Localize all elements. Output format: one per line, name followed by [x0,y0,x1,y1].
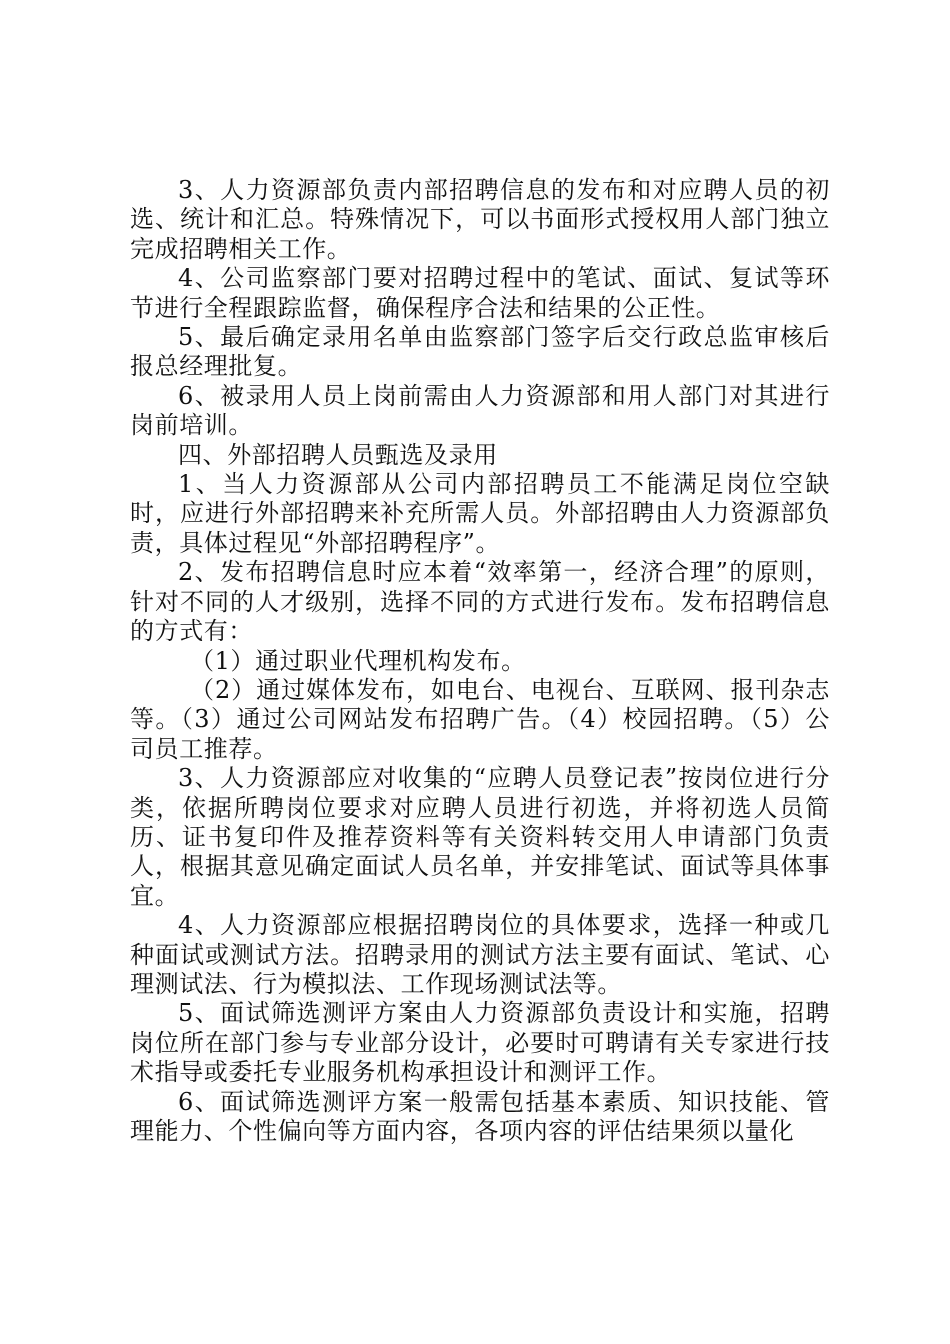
paragraph-external-item-6: 6、面试筛选测评方案一般需包括基本素质、知识技能、管理能力、个性偏向等方面内容，各项内容的评估结果须以量化 [130,1087,830,1145]
paragraph-methods-2-5: （2）通过媒体发布，如电台、电视台、互联网、报刊杂志等。（3）通过公司网站发布招聘广告。（4）校园招聘。（5）公司员工推荐。 [130,675,830,763]
paragraph-external-item-1: 1、当人力资源部从公司内部招聘员工不能满足岗位空缺时，应进行外部招聘来补充所需人员。外部招聘由人力资源部负责，具体过程见“外部招聘程序”。 [130,470,830,557]
paragraph-external-item-4: 4、人力资源部应根据招聘岗位的具体要求，选择一种或几种面试或测试方法。招聘录用的测试方法主要有面试、笔试、心理测试法、行为模拟法、工作现场测试法等。 [130,911,830,998]
paragraph-recruitment-item-6: 6、被录用人员上岗前需由人力资源部和用人部门对其进行岗前培训。 [130,381,830,440]
paragraph-recruitment-item-3: 3、人力资源部负责内部招聘信息的发布和对应聘人员的初选、统计和汇总。特殊情况下，可以书面形式授权用人部门独立完成招聘相关工作。 [130,176,830,263]
paragraph-method-1: （1）通过职业代理机构发布。 [190,646,526,675]
paragraph-external-item-2: 2、发布招聘信息时应本着“效率第一，经济合理”的原则，针对不同的人才级别，选择不同的方式进行发布。发布招聘信息的方式有： [130,558,830,646]
paragraph-external-item-5: 5、面试筛选测评方案由人力资源部负责设计和实施，招聘岗位所在部门参与专业部分设计，必要时可聘请有关专家进行技术指导或委托专业服务机构承担设计和测评工作。 [130,999,830,1087]
document-body [130,176,830,1146]
paragraph-recruitment-item-5: 5、最后确定录用名单由监察部门签字后交行政总监审核后报总经理批复。 [130,323,830,381]
paragraph-external-item-3: 3、人力资源部应对收集的“应聘人员登记表”按岗位进行分类，依据所聘岗位要求对应聘人员进行初选，并将初选人员简历、证书复印件及推荐资料等有关资料转交用人申请部门负责人，根据其意见确定面试人员名单，并安排笔试、面试等具体事宜。 [130,764,830,910]
section-heading-external-recruitment: 四、外部招聘人员甄选及录用 [178,440,498,469]
paragraph-recruitment-item-4: 4、公司监察部门要对招聘过程中的笔试、面试、复试等环节进行全程跟踪监督，确保程序合法和结果的公正性。 [130,264,830,322]
